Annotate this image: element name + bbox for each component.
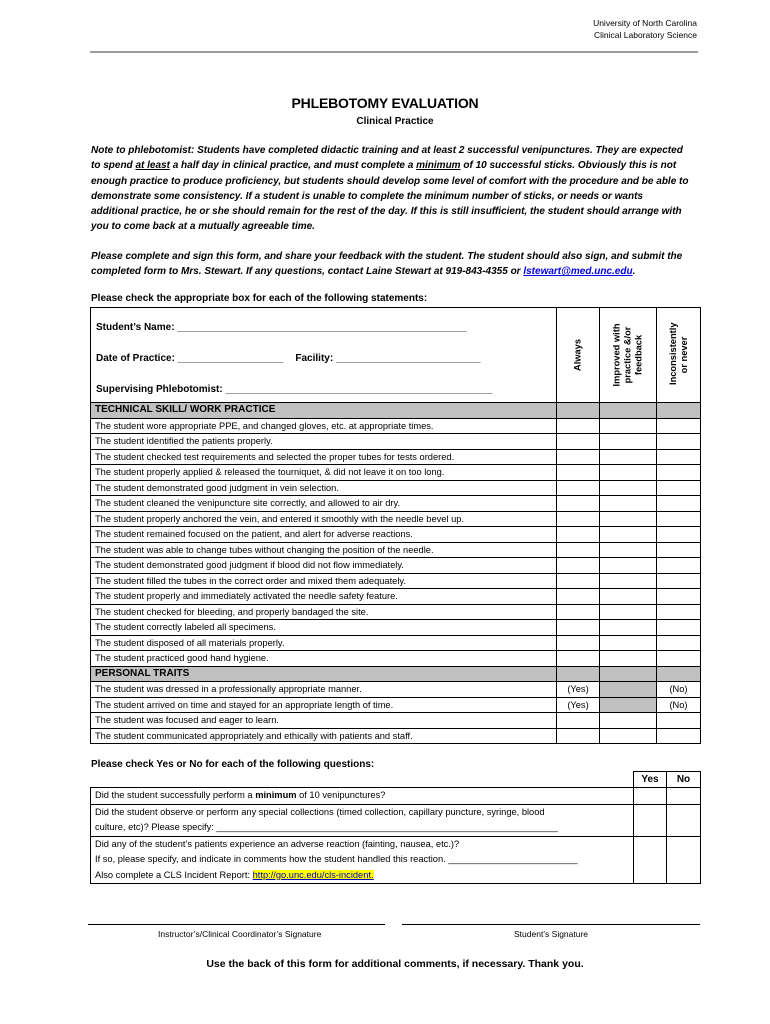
table-row — [91, 651, 701, 667]
always-checkbox[interactable] — [557, 620, 600, 636]
inconsistently-checkbox[interactable]: (No) — [657, 697, 701, 713]
table-row — [91, 542, 701, 558]
section-header: TECHNICAL SKILL/ WORK PRACTICE — [91, 403, 557, 419]
statement-text: The student cleaned the venipuncture site correctly, and allowed to air dry. — [91, 496, 557, 512]
improved-checkbox[interactable] — [600, 713, 657, 729]
always-checkbox[interactable] — [557, 480, 600, 496]
note-minimum: minimum — [416, 160, 461, 172]
inconsistently-checkbox[interactable]: (No) — [657, 682, 701, 698]
footer-note: Use the back of this form for additional comments, if necessary. Thank you. — [206, 958, 584, 970]
inconsistently-checkbox[interactable] — [657, 418, 701, 434]
always-checkbox[interactable] — [557, 728, 600, 744]
questions-instructions: Please check Yes or No for each of the following questions: — [91, 759, 375, 770]
statement-text: The student demonstrated good judgment in vein selection. — [91, 480, 557, 496]
always-checkbox[interactable] — [557, 635, 600, 651]
statement-text: The student disposed of all materials properly. — [91, 635, 557, 651]
improved-checkbox[interactable] — [600, 589, 657, 605]
q2-no-box[interactable] — [667, 804, 701, 836]
improved-checkbox[interactable] — [600, 728, 657, 744]
supervising-phlebotomist-field[interactable]: Supervising Phlebotomist: ________________________________________________ — [96, 384, 493, 395]
improved-checkbox[interactable] — [600, 465, 657, 481]
q3-yes-box[interactable] — [634, 836, 667, 884]
evaluation-table — [90, 307, 701, 744]
table-row — [91, 713, 701, 729]
improved-checkbox[interactable] — [600, 449, 657, 465]
student-signature-label: Student’s Signature — [514, 929, 589, 939]
table-row — [91, 511, 701, 527]
inconsistently-checkbox[interactable] — [657, 480, 701, 496]
student-signature-line[interactable] — [402, 924, 700, 925]
improved-checkbox[interactable] — [600, 651, 657, 667]
q2-line-1: Did the student observe or perform any special collections (timed collection, capillary puncture, syringe, blood — [95, 806, 545, 817]
statement-text: The student checked for bleeding, and properly bandaged the site. — [91, 604, 557, 620]
table-row — [91, 728, 701, 744]
table-row — [91, 589, 701, 605]
question-2 — [91, 804, 634, 836]
inconsistently-checkbox[interactable] — [657, 713, 701, 729]
inconsistently-checkbox[interactable] — [657, 573, 701, 589]
statement-text: The student correctly labeled all specimens. — [91, 620, 557, 636]
header-program: Clinical Laboratory Science — [594, 30, 697, 40]
section-header-cell — [600, 403, 657, 419]
improved-checkbox[interactable] — [600, 418, 657, 434]
q3-incident-text: Also complete a CLS Incident Report: — [95, 869, 253, 880]
inconsistently-checkbox[interactable] — [657, 434, 701, 450]
table-row — [91, 682, 701, 698]
always-checkbox[interactable] — [557, 589, 600, 605]
table-row — [91, 620, 701, 636]
incident-report-link[interactable]: http://go.unc.edu/cls-incident. — [252, 869, 374, 880]
q1-yes-box[interactable] — [634, 788, 667, 805]
always-checkbox[interactable] — [557, 651, 600, 667]
always-checkbox[interactable] — [557, 465, 600, 481]
q3-line-1: Did any of the student’s patients experience an adverse reaction (fainting, nausea, etc.)? — [95, 838, 460, 849]
table-row — [91, 558, 701, 574]
column-header-improved — [600, 308, 657, 403]
note-text-3: of 10 successful sticks. Obviously this is not enough practice to produce proficiency, but students should develop some level of comfort with the procedure and be able to demonstrate some consistency. If a student is unable to complete the minimum number of sticks, or needs or wants additional practice, he or she should remain for the rest of the day. If this is still insufficient, the student should arrange with you to come back at a mutually agreeable time. — [91, 160, 689, 233]
statement-text: The student wore appropriate PPE, and changed gloves, etc. at appropriate times. — [91, 418, 557, 434]
statement-text: The student was dressed in a professionally appropriate manner. — [91, 682, 557, 698]
statement-text: The student practiced good hand hygiene. — [91, 651, 557, 667]
improved-checkbox[interactable] — [600, 573, 657, 589]
statement-text: The student properly and immediately activated the needle safety feature. — [91, 589, 557, 605]
q3-no-box[interactable] — [667, 836, 701, 884]
header-university: University of North Carolina — [593, 18, 697, 28]
section-header-cell — [557, 666, 600, 682]
always-checkbox[interactable] — [557, 511, 600, 527]
improved-checkbox[interactable] — [600, 527, 657, 543]
statement-text: The student properly applied & released the tourniquet, & did not leave it on too long. — [91, 465, 557, 481]
always-checkbox[interactable] — [557, 542, 600, 558]
always-label: Always — [572, 338, 583, 372]
table-row — [91, 418, 701, 434]
statement-text: The student checked test requirements and selected the proper tubes for tests ordered. — [91, 449, 557, 465]
table-row — [91, 480, 701, 496]
improved-checkbox[interactable] — [600, 496, 657, 512]
question-3 — [91, 836, 634, 884]
section-header-cell — [600, 666, 657, 682]
improved-checkbox[interactable] — [600, 480, 657, 496]
statement-text: The student properly anchored the vein, and entered it smoothly with the needle bevel up. — [91, 511, 557, 527]
table-row — [91, 635, 701, 651]
inconsistently-checkbox[interactable] — [657, 620, 701, 636]
note-text-1: Note to phlebotomist: Students have completed didactic training and at least 2 successful venipunctures. They are expected to spend — [91, 145, 683, 172]
table-row — [91, 434, 701, 450]
inconsistently-checkbox[interactable] — [657, 465, 701, 481]
improved-checkbox[interactable] — [600, 542, 657, 558]
always-checkbox[interactable] — [557, 558, 600, 574]
submit-end: . — [632, 266, 636, 278]
always-checkbox[interactable] — [557, 449, 600, 465]
page-subtitle: Clinical Practice — [356, 116, 434, 127]
column-header-always — [557, 308, 600, 403]
q3-specify-field[interactable]: If so, please specify, and indicate in comments how the student handled this reaction. _________________________ — [95, 854, 578, 864]
q1-text: Did the student successfully perform a — [95, 790, 256, 800]
student-name-field[interactable]: Student’s Name: ____________________________________________________ — [96, 322, 467, 333]
table-row — [91, 697, 701, 713]
always-checkbox[interactable] — [557, 604, 600, 620]
improved-checkbox[interactable] — [600, 558, 657, 574]
table-row — [91, 527, 701, 543]
inconsistently-checkbox[interactable] — [657, 527, 701, 543]
q1-text-end: of 10 venipunctures? — [296, 790, 386, 800]
questions-table — [90, 771, 701, 884]
statement-text: The student remained focused on the patient, and alert for adverse reactions. — [91, 527, 557, 543]
inconsistently-checkbox[interactable] — [657, 558, 701, 574]
always-checkbox[interactable]: (Yes) — [557, 697, 600, 713]
instructor-signature-line[interactable] — [88, 924, 385, 925]
statement-text: The student identified the patients properly. — [91, 434, 557, 450]
instructor-signature-label: Instructor’s/Clinical Coordinator’s Signature — [158, 929, 322, 939]
always-checkbox[interactable] — [557, 527, 600, 543]
improved-checkbox[interactable] — [600, 604, 657, 620]
statements-instructions: Please check the appropriate box for each of the following statements: — [91, 293, 428, 304]
sections-body — [91, 403, 701, 744]
q1-minimum: minimum — [255, 790, 297, 800]
improved-label: Improved with practice &/or feedback — [611, 323, 644, 387]
section-header-cell — [657, 666, 701, 682]
date-of-practice-field[interactable]: Date of Practice: ___________________ — [96, 353, 284, 364]
statement-text: The student communicated appropriately and ethically with patients and staff. — [91, 728, 557, 744]
inconsistently-checkbox[interactable] — [657, 589, 701, 605]
inconsistently-checkbox[interactable] — [657, 604, 701, 620]
inconsistently-checkbox[interactable] — [657, 511, 701, 527]
column-header-inconsistently — [657, 308, 701, 403]
header-divider — [90, 51, 698, 53]
statement-text: The student filled the tubes in the correct order and mixed them adequately. — [91, 573, 557, 589]
inconsistently-checkbox[interactable] — [657, 728, 701, 744]
always-checkbox[interactable]: (Yes) — [557, 682, 600, 698]
improved-checkbox[interactable] — [600, 620, 657, 636]
note-to-phlebotomist — [91, 143, 691, 235]
inconsistently-checkbox[interactable] — [657, 449, 701, 465]
yes-header: Yes — [634, 772, 667, 788]
statement-text: The student demonstrated good judgment if blood did not flow immediately. — [91, 558, 557, 574]
inconsistently-checkbox[interactable] — [657, 651, 701, 667]
inconsistently-checkbox[interactable] — [657, 496, 701, 512]
questions-header-blank — [91, 772, 634, 788]
student-info-block — [91, 308, 557, 403]
facility-field[interactable]: Facility: __________________________ — [295, 353, 481, 364]
table-row — [91, 465, 701, 481]
table-row — [91, 604, 701, 620]
q2-yes-box[interactable] — [634, 804, 667, 836]
section-header-cell — [657, 403, 701, 419]
table-row — [91, 573, 701, 589]
section-header-cell — [557, 403, 600, 419]
submit-instructions — [91, 249, 691, 280]
inconsistently-checkbox[interactable] — [657, 635, 701, 651]
always-checkbox[interactable] — [557, 434, 600, 450]
improved-checkbox[interactable] — [600, 511, 657, 527]
improved-checkbox[interactable] — [600, 434, 657, 450]
submit-text: Please complete and sign this form, and share your feedback with the student. The student should also sign, and submit the completed form to Mrs. Stewart. If any questions, contact Laine Stewart at 919-843-4355 or — [91, 251, 683, 278]
inconsistently-checkbox[interactable] — [657, 542, 701, 558]
q1-no-box[interactable] — [667, 788, 701, 805]
always-checkbox[interactable] — [557, 496, 600, 512]
question-1 — [91, 788, 634, 805]
page-title: PHLEBOTOMY EVALUATION — [291, 95, 479, 111]
header — [593, 17, 697, 41]
q2-specify-field[interactable]: culture, etc)? Please specify: __________________________________________________________________ — [95, 822, 558, 832]
note-text-2: a half day in clinical practice, and must complete a — [169, 160, 417, 172]
statement-text: The student was able to change tubes without changing the position of the needle. — [91, 542, 557, 558]
table-row — [91, 449, 701, 465]
inconsistently-label: Inconsistently or never — [667, 322, 689, 385]
improved-checkbox — [600, 682, 657, 698]
note-at-least: at least — [135, 160, 170, 172]
email-link[interactable]: lstewart@med.unc.edu — [523, 266, 633, 278]
statement-text: The student was focused and eager to learn. — [91, 713, 557, 729]
always-checkbox[interactable] — [557, 573, 600, 589]
always-checkbox[interactable] — [557, 418, 600, 434]
improved-checkbox — [600, 697, 657, 713]
no-header: No — [667, 772, 701, 788]
always-checkbox[interactable] — [557, 713, 600, 729]
section-header: PERSONAL TRAITS — [91, 666, 557, 682]
table-row — [91, 496, 701, 512]
date-facility-row — [96, 352, 556, 366]
q3-line-3 — [95, 868, 633, 884]
improved-checkbox[interactable] — [600, 635, 657, 651]
statement-text: The student arrived on time and stayed for an appropriate length of time. — [91, 697, 557, 713]
